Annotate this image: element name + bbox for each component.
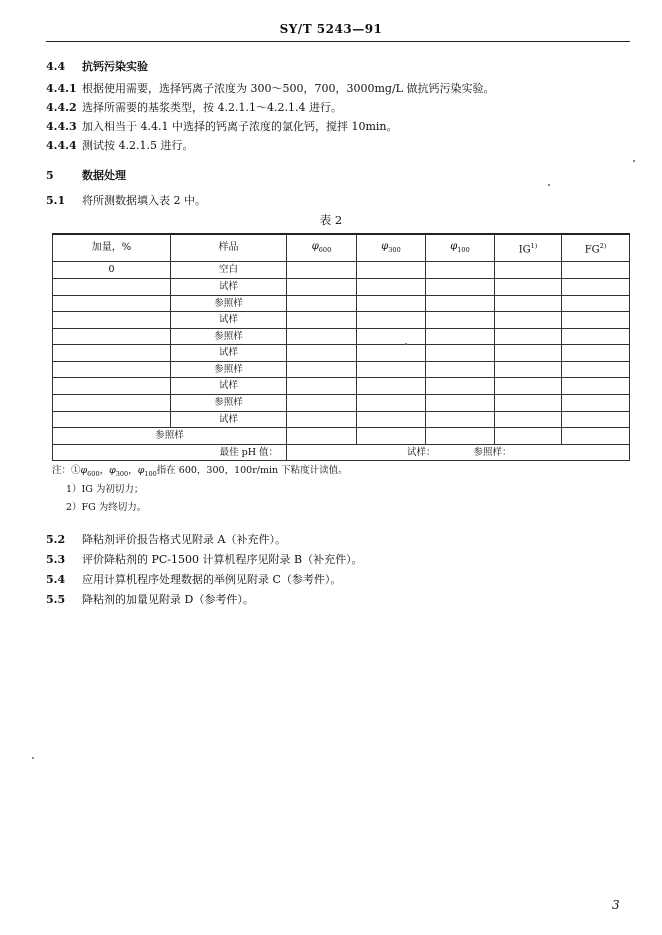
section-5-1 [46,192,206,208]
section-num: 4.4 [46,60,66,73]
cell-empty [495,312,562,329]
section-text: 测试按 4.2.1.5 进行。 [82,139,194,152]
table-row [53,395,630,412]
section-5-2 [46,531,286,547]
cell-empty [287,378,357,395]
table-row [53,328,630,345]
section-num: 4.4.1 [46,82,77,95]
section-text: 降粘剂评价报告格式见附录 A（补充件）。 [82,533,286,546]
table-note-1: 1）IG 为初切力； [66,484,144,495]
cell-sample: 参照样 [171,328,287,345]
table-header-row [53,234,630,262]
cell-dosage [53,328,171,345]
standard-header: SY/T 5243—91 [279,22,383,36]
table-note-2: 2）FG 为终切力。 [66,502,147,513]
best-ph-label: 最佳 pH 值： [53,444,287,461]
scan-speck [405,343,407,345]
scan-speck [548,184,550,186]
section-4-4-2 [46,99,342,115]
cell-empty [426,361,495,378]
cell-sample: 试样 [171,411,287,428]
cell-dosage [53,345,171,362]
cell-empty [426,295,495,312]
cell-empty [287,395,357,412]
cell-dosage [53,278,171,295]
section-num: 4.4.3 [46,120,77,133]
cell-empty [495,345,562,362]
section-text: 加入相当于 4.4.1 中选择的钙离子浓度的氯化钙，搅拌 10min。 [82,120,398,133]
section-text: 应用计算机程序处理数据的举例见附录 C（参考件）。 [82,573,342,586]
table-row [53,411,630,428]
section-num: 5.1 [46,194,66,207]
cell-dosage [53,361,171,378]
section-title: 数据处理 [82,169,126,182]
cell-sample: 试样 [171,378,287,395]
section-num: 5.2 [46,533,66,546]
cell-empty [562,411,630,428]
cell-sample: 试样 [171,278,287,295]
cell-empty [495,395,562,412]
section-text: 降粘剂的加量见附录 D（参考件）。 [82,593,254,606]
cell-empty [287,411,357,428]
cell-empty [495,328,562,345]
section-num: 5 [46,169,54,182]
cell-empty [562,395,630,412]
section-text: 根据使用需要，选择钙离子浓度为 300～500，700，3000mg/L 做抗钙污染实验。 [82,82,495,95]
cell-sample: 空白 [171,262,287,279]
cell-empty [562,278,630,295]
best-ph-row [53,444,630,461]
cell-dosage [53,411,171,428]
note-prefix: 注：① [52,465,81,476]
data-table [52,233,630,461]
header-phi600: $\varphi_{600}$ [287,234,357,262]
section-4-4-4 [46,137,193,153]
header-dosage: 加量，% [53,234,171,262]
section-num: 5.4 [46,573,66,586]
reference-row-label: 参照样 [53,428,287,445]
section-4-4-3 [46,118,398,134]
cell-empty [426,345,495,362]
section-4-4 [46,58,148,74]
section-4-4-1 [46,80,494,96]
section-num: 4.4.2 [46,101,77,114]
cell-empty [495,278,562,295]
cell-empty [562,345,630,362]
cell-empty [562,262,630,279]
table-row [53,295,630,312]
cell-empty [495,295,562,312]
best-ph-reference: 参照样： [473,446,512,458]
cell-dosage [53,312,171,329]
header-fg: FG$^{2)}$ [562,234,630,262]
cell-empty [426,312,495,329]
cell-empty [426,411,495,428]
section-num: 4.4.4 [46,139,77,152]
section-title: 抗钙污染实验 [82,60,148,73]
header-phi300: $\varphi_{300}$ [357,234,426,262]
table-note-main: 注：$①\varphi_{600}$，$\varphi_{300}$，$\varphi_{100}$指在 600，300，100r/min 下粘度计读值。 [52,465,348,478]
cell-empty [495,411,562,428]
section-5 [46,167,126,183]
table-body [53,262,630,428]
cell-sample: 参照样 [171,395,287,412]
header-ig: IG$^{1)}$ [495,234,562,262]
cell-empty [287,262,357,279]
cell-empty [357,295,426,312]
cell-empty [357,361,426,378]
cell-empty [287,328,357,345]
cell-empty [426,278,495,295]
table-row [53,262,630,279]
cell-empty [357,345,426,362]
cell-empty [357,378,426,395]
cell-dosage [53,378,171,395]
cell-empty [495,262,562,279]
cell-empty [426,378,495,395]
cell-sample: 参照样 [171,295,287,312]
table-row [53,345,630,362]
cell-sample: 参照样 [171,361,287,378]
cell-empty [562,312,630,329]
cell-sample: 试样 [171,312,287,329]
cell-empty [357,395,426,412]
cell-dosage [53,395,171,412]
section-num: 5.5 [46,593,66,606]
cell-empty [357,278,426,295]
cell-empty [426,395,495,412]
section-5-4 [46,571,341,587]
scan-speck [32,757,34,759]
cell-empty [357,411,426,428]
cell-empty [562,361,630,378]
reference-row [53,428,630,445]
section-5-3 [46,551,363,567]
cell-empty [287,295,357,312]
cell-empty [426,262,495,279]
cell-empty [357,328,426,345]
cell-empty [287,361,357,378]
cell-empty [562,378,630,395]
best-ph-sample: 试样： [407,446,436,458]
scan-speck [633,160,635,162]
cell-empty [495,361,562,378]
section-num: 5.3 [46,553,66,566]
table-row [53,278,630,295]
cell-empty [562,295,630,312]
page-number: 3 [612,898,620,912]
cell-sample: 试样 [171,345,287,362]
section-text: 评价降粘剂的 PC-1500 计算机程序见附录 B（补充件）。 [82,553,363,566]
section-text: 选择所需要的基浆类型，按 4.2.1.1～4.2.1.4 进行。 [82,101,342,114]
cell-dosage: 0 [53,262,171,279]
table-row [53,378,630,395]
cell-empty [357,262,426,279]
table-caption: 表 2 [319,213,343,227]
cell-empty [287,345,357,362]
table-row [53,361,630,378]
cell-empty [287,278,357,295]
header-rule [46,41,630,42]
cell-empty [495,378,562,395]
section-text: 将所测数据填入表 2 中。 [82,194,206,207]
header-sample: 样品 [171,234,287,262]
table-row [53,312,630,329]
best-ph-values [287,444,630,461]
section-5-5 [46,591,254,607]
cell-empty [287,312,357,329]
cell-empty [562,328,630,345]
note-text: 指在 600，300，100r/min 下粘度计读值。 [156,465,348,476]
cell-dosage [53,295,171,312]
cell-empty [357,312,426,329]
header-phi100: $\varphi_{100}$ [426,234,495,262]
cell-empty [426,328,495,345]
